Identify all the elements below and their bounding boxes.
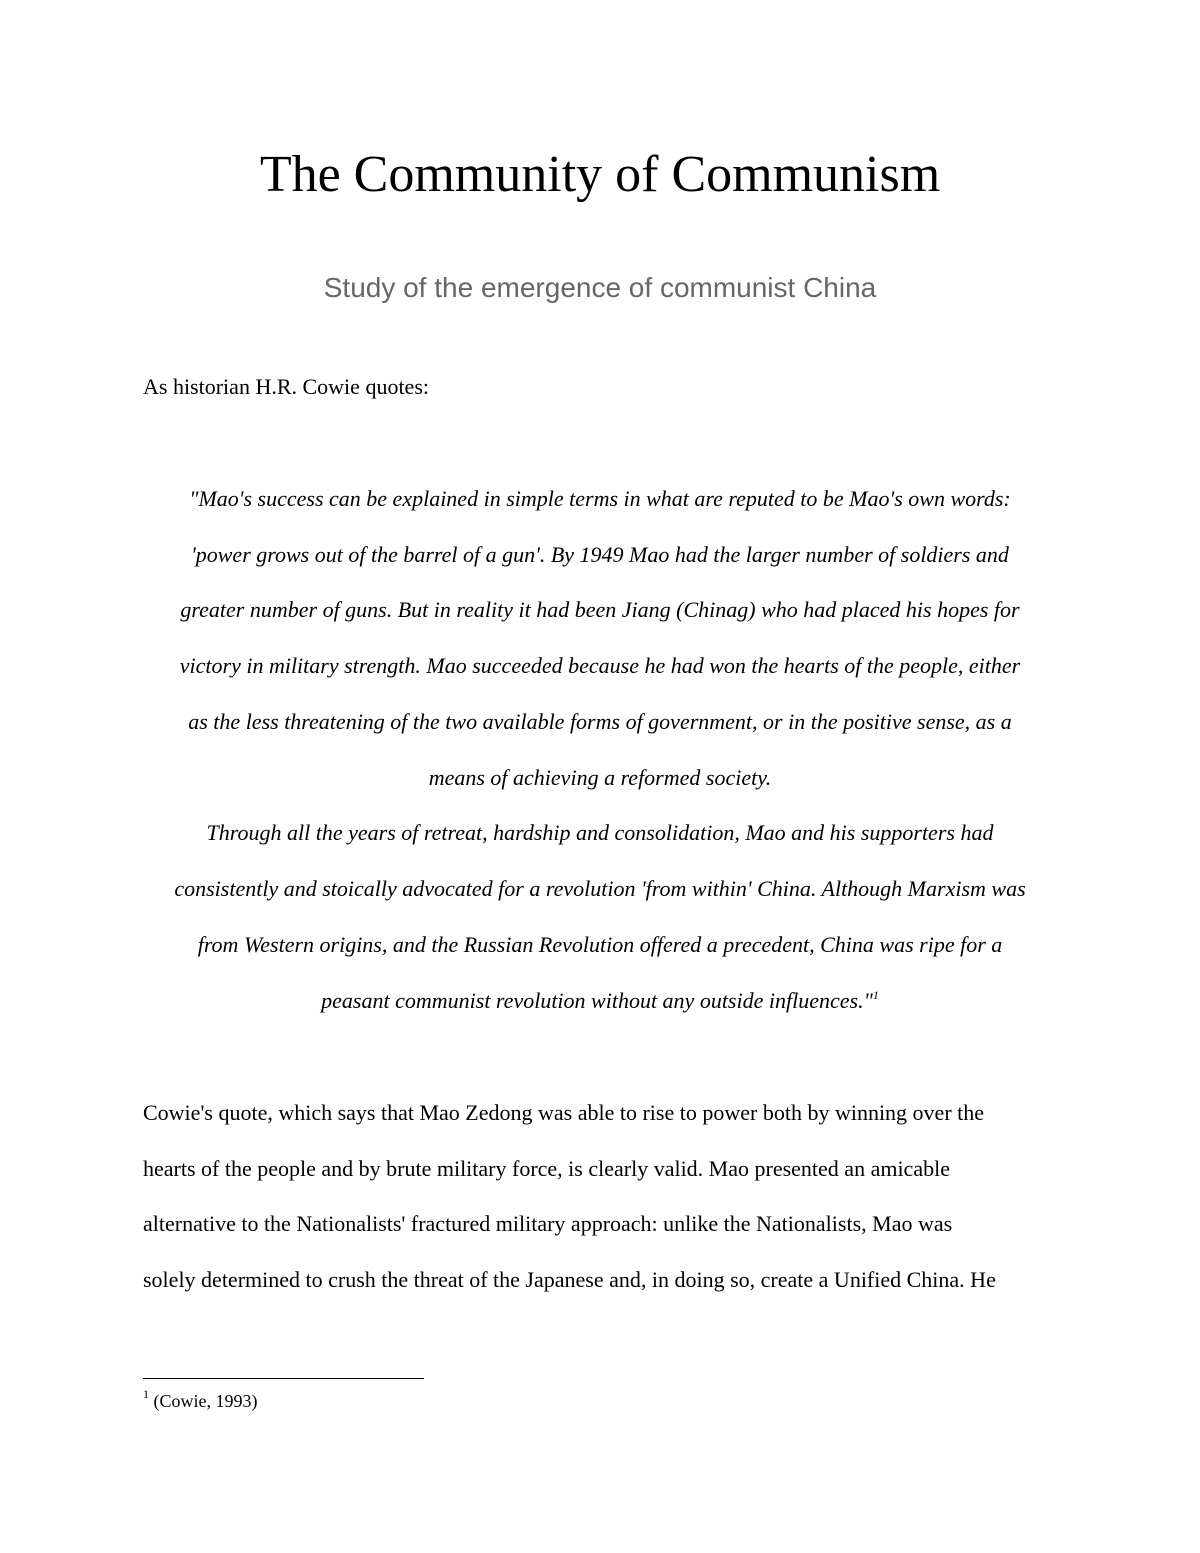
quote-line: victory in military strength. Mao succeeded because he had won the hearts of the people, either [179, 653, 1021, 678]
footnote-separator [143, 1378, 424, 1379]
quote-line: greater number of guns. But in reality it had been Jiang (Chinag) who had placed his hopes for [180, 597, 1020, 622]
quote-line: peasant communist revolution without any outside influences."$^1$ [321, 988, 879, 1013]
body-line: alternative to the Nationalists' fractured military approach: unlike the Nationalists, Mao was [143, 1211, 953, 1236]
body-line: hearts of the people and by brute military force, is clearly valid. Mao presented an amicable [143, 1156, 950, 1181]
quote-line: Through all the years of retreat, hardship and consolidation, Mao and his supporters had [206, 820, 994, 845]
footnote-reference[interactable]: 1 [872, 988, 879, 1002]
quote-line: consistently and stoically advocated for a revolution 'from within' China. Although Marxism was [174, 876, 1026, 901]
intro-paragraph: As historian H.R. Cowie quotes: [143, 374, 429, 399]
document-title: The Community of Communism [259, 146, 941, 203]
footnote-text: (Cowie, 1993) [153, 1391, 258, 1411]
footnote [143, 1389, 257, 1413]
footnote-marker: 1 [143, 1387, 149, 1401]
body-line: solely determined to crush the threat of the Japanese and, in doing so, create a Unified China. He [143, 1267, 996, 1292]
quote-line: "Mao's success can be explained in simple terms in what are reputed to be Mao's own words: [189, 486, 1011, 511]
body-line: Cowie's quote, which says that Mao Zedong was able to rise to power both by winning over the [143, 1100, 985, 1125]
quote-line: 'power grows out of the barrel of a gun'. By 1949 Mao had the larger number of soldiers and [191, 542, 1009, 567]
quote-line: as the less threatening of the two available forms of government, or in the positive sense, as a [188, 709, 1012, 734]
document-subtitle: Study of the emergence of communist China [323, 272, 877, 303]
quote-line: means of achieving a reformed society. [428, 765, 772, 790]
quote-line: from Western origins, and the Russian Revolution offered a precedent, China was ripe for a [197, 932, 1003, 957]
